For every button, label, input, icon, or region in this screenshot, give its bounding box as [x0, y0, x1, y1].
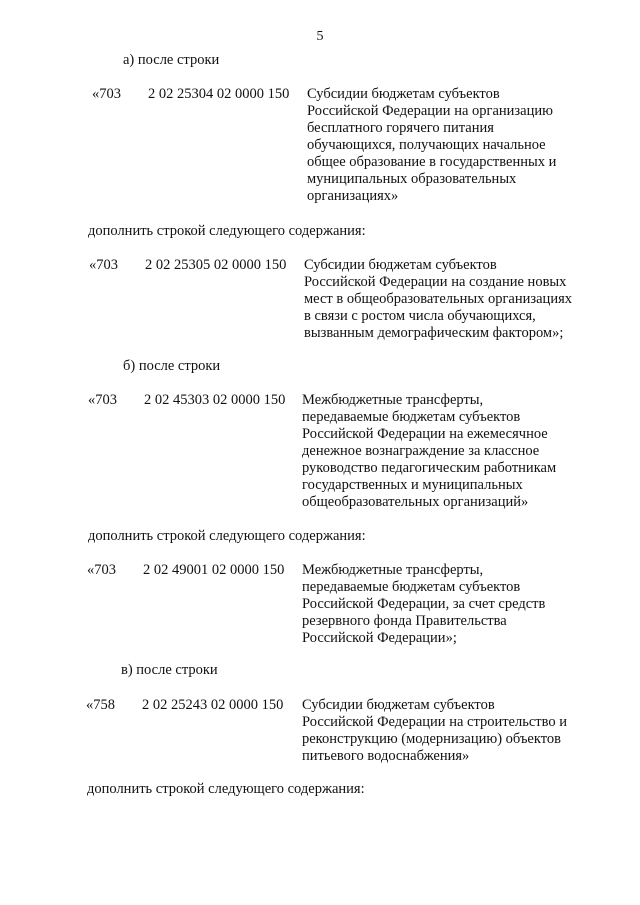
entry-a-code: «703 [92, 86, 121, 102]
entry-b2-description [302, 562, 582, 647]
description-line: муниципальных образовательных [307, 171, 517, 187]
description-line: обучающихся, получающих начальное [307, 137, 546, 153]
description-line: общее образование в государственных и [307, 154, 557, 170]
description-line: Российской Федерации на создание новых [304, 274, 567, 290]
entry-a2-budget-code: 2 02 25305 02 0000 150 [145, 257, 287, 273]
section-b-intro: б) после строки [123, 358, 221, 374]
closing-text: дополнить строкой следующего содержания: [87, 781, 365, 797]
section-a-addition-intro: дополнить строкой следующего содержания: [88, 223, 366, 239]
description-line: Российской Федерации, за счет средств [302, 596, 546, 612]
description-line: общеобразовательных организаций» [302, 494, 529, 510]
entry-c-description [302, 697, 582, 765]
description-line: денежное вознаграждение за классное [302, 443, 540, 459]
description-line: Субсидии бюджетам субъектов [307, 86, 500, 102]
description-line: бесплатного горячего питания [307, 120, 494, 136]
description-line: Российской Федерации на ежемесячное [302, 426, 548, 442]
description-line: передаваемые бюджетам субъектов [302, 409, 521, 425]
description-line: государственных и муниципальных [302, 477, 523, 493]
entry-b-budget-code: 2 02 45303 02 0000 150 [144, 392, 286, 408]
description-line: питьевого водоснабжения» [302, 748, 470, 764]
entry-b-code: «703 [88, 392, 117, 408]
section-a-intro: а) после строки [123, 52, 220, 68]
description-line: Российской Федерации на строительство и [302, 714, 567, 730]
description-line: Межбюджетные трансферты, [302, 562, 484, 578]
description-line: Субсидии бюджетам субъектов [302, 697, 495, 713]
entry-c-budget-code: 2 02 25243 02 0000 150 [142, 697, 284, 713]
page-number: 5 [316, 29, 324, 44]
description-line: вызванным демографическим фактором»; [304, 325, 564, 341]
entry-b2-budget-code: 2 02 49001 02 0000 150 [143, 562, 285, 578]
entry-a2-code: «703 [89, 257, 118, 273]
entry-a2-description [304, 257, 584, 342]
description-line: в связи с ростом числа обучающихся, [304, 308, 536, 324]
entry-b2-code: «703 [87, 562, 116, 578]
description-line: Межбюджетные трансферты, [302, 392, 484, 408]
entry-c-code: «758 [86, 697, 115, 713]
description-line: передаваемые бюджетам субъектов [302, 579, 521, 595]
description-line: резервного фонда Правительства [302, 613, 507, 629]
entry-a-budget-code: 2 02 25304 02 0000 150 [148, 86, 290, 102]
section-c-intro: в) после строки [121, 662, 218, 678]
description-line: организациях» [307, 188, 399, 204]
entry-a-description [307, 86, 587, 205]
section-b-addition-intro: дополнить строкой следующего содержания: [88, 528, 366, 544]
description-line: руководство педагогическим работникам [302, 460, 557, 476]
description-line: мест в общеобразовательных организациях [304, 291, 572, 307]
description-line: Российской Федерации на организацию [307, 103, 553, 119]
description-line: Российской Федерации»; [302, 630, 457, 646]
description-line: реконструкцию (модернизацию) объектов [302, 731, 561, 747]
description-line: Субсидии бюджетам субъектов [304, 257, 497, 273]
entry-b-description [302, 392, 582, 511]
